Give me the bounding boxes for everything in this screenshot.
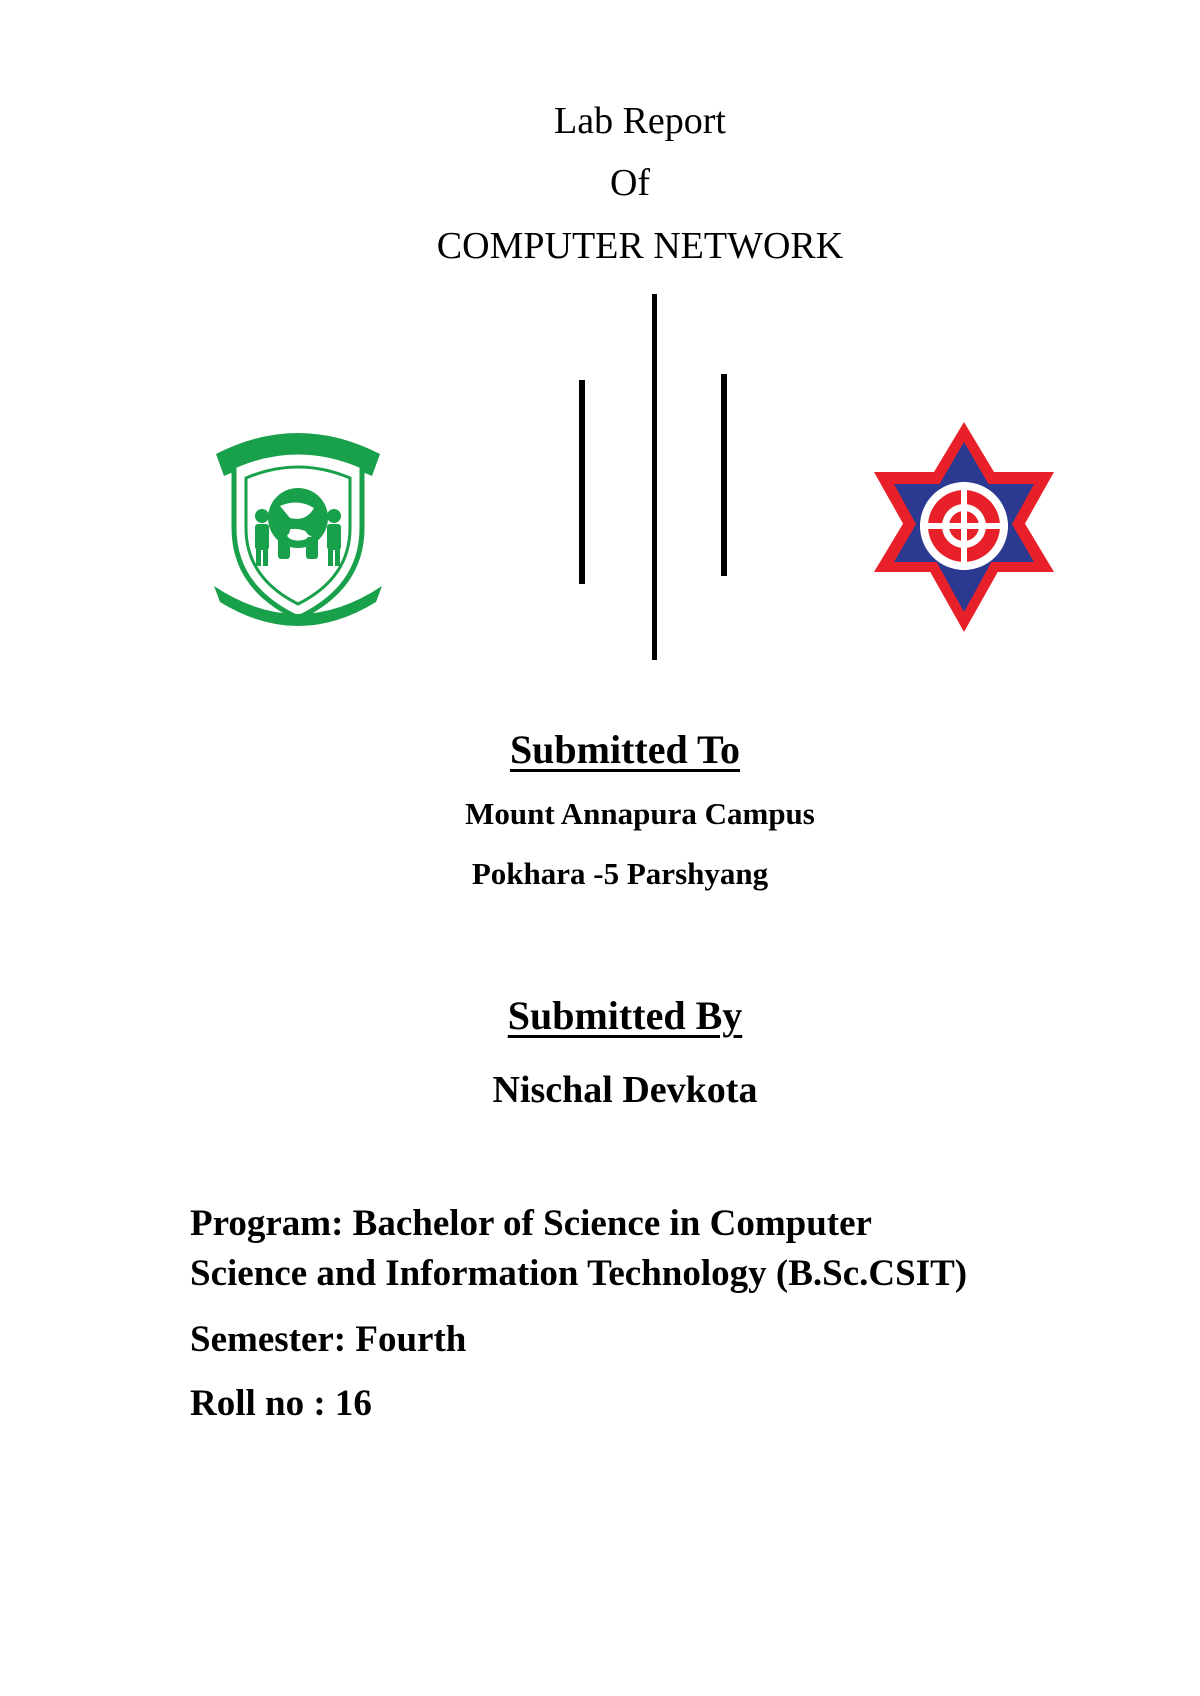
submitted-to-address: Pokhara -5 Parshyang [471,856,769,891]
title-of: Of [609,162,651,204]
divider-bar-left [579,380,585,584]
student-name: Nischal Devkota [492,1069,758,1111]
submitted-to-campus: Mount Annapura Campus [465,796,815,831]
divider-bar-center [652,294,657,660]
submitted-to-heading: Submitted To [509,727,741,772]
roll-number-line: Roll no : 16 [190,1383,372,1424]
campus-logo-icon [210,418,386,634]
university-logo-icon [874,422,1054,632]
title-lab-report: Lab Report [553,100,726,142]
program-line-1: Program: Bachelor of Science in Computer [190,1203,872,1244]
submitted-by-heading: Submitted By [507,993,743,1038]
title-subject: COMPUTER NETWORK [436,225,844,267]
program-line-2: Science and Information Technology (B.Sc.CSIT) [190,1253,968,1294]
divider-bar-right [721,374,727,576]
semester-line: Semester: Fourth [190,1319,467,1360]
